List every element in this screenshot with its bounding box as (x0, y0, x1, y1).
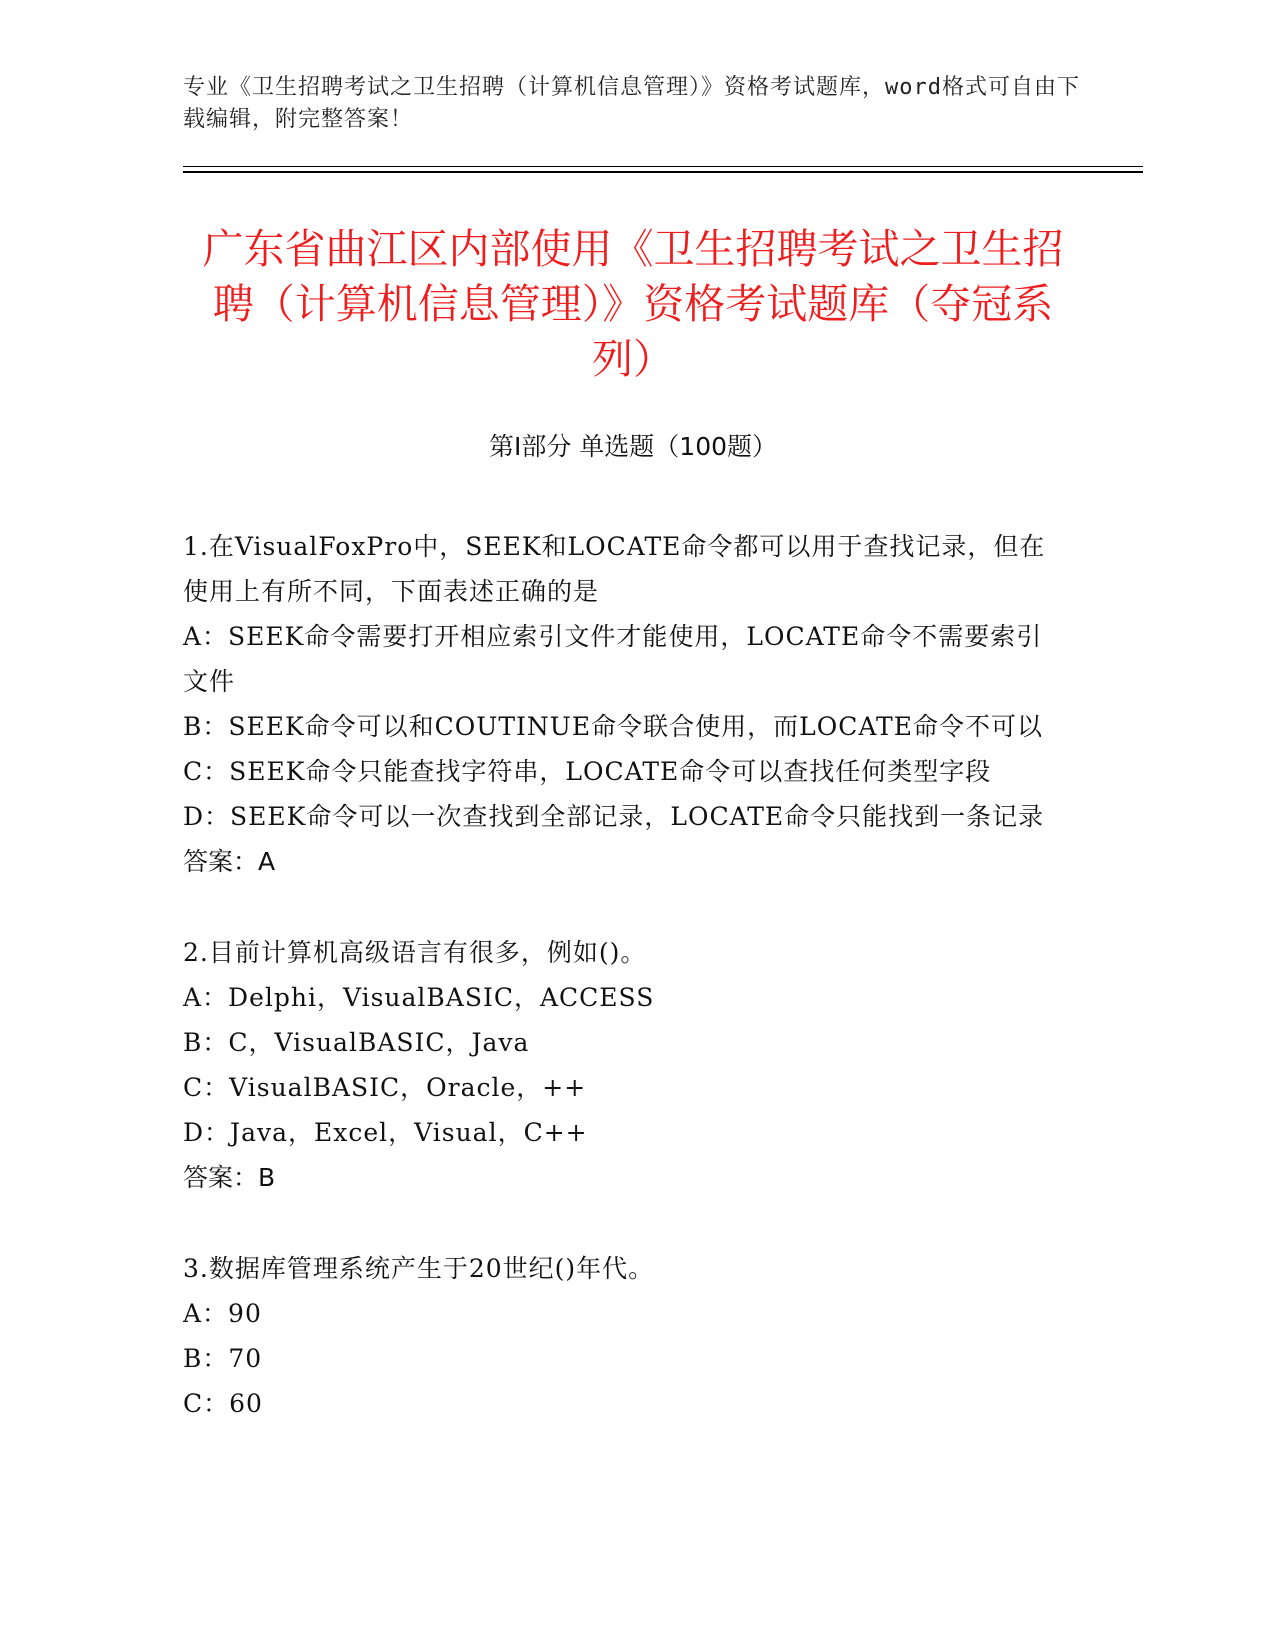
option-a: A：Delphi，VisualBASIC，ACCESS (183, 983, 655, 1012)
answer-label: 答案：B (183, 1163, 276, 1192)
question-3 (183, 1246, 1063, 1426)
question-1 (183, 524, 1063, 884)
option-a: A：90 (183, 1299, 262, 1328)
question-stem: 3.数据库管理系统产生于20世纪()年代。 (183, 1254, 655, 1283)
question-stem: 2.目前计算机高级语言有很多，例如()。 (183, 938, 647, 967)
option-c: C：60 (183, 1389, 263, 1418)
option-c: C：SEEK命令只能查找字符串，LOCATE命令可以查找任何类型字段 (183, 757, 992, 786)
option-d: D：Java，Excel，Visual，C++ (183, 1118, 588, 1147)
question-list (183, 524, 1063, 1472)
answer-label: 答案：A (183, 847, 276, 876)
option-c: C：VisualBASIC，Oracle，++ (183, 1073, 587, 1102)
header-divider-thin (183, 166, 1143, 167)
option-b: B：70 (183, 1344, 263, 1373)
option-a: A：SEEK命令需要打开相应索引文件才能使用，LOCATE命令不需要索引文件 (183, 622, 1043, 696)
question-stem: 1.在VisualFoxPro中，SEEK和LOCATE命令都可以用于查找记录，但在使用上有所不同，下面表述正确的是 (183, 532, 1046, 606)
option-b: B：C，VisualBASIC，Java (183, 1028, 530, 1057)
header-note: 专业《卫生招聘考试之卫生招聘（计算机信息管理）》资格考试题库，word格式可自由下载编辑，附完整答案！ (183, 75, 1080, 132)
header-divider-thick (183, 171, 1143, 173)
question-2 (183, 930, 1063, 1200)
option-b: B：SEEK命令可以和COUTINUE命令联合使用，而LOCATE命令不可以 (183, 712, 1043, 741)
section-heading: 第I部分 单选题（100题） (488, 432, 778, 461)
option-d: D：SEEK命令可以一次查找到全部记录，LOCATE命令只能找到一条记录 (183, 802, 1045, 831)
document-title: 广东省曲江区内部使用《卫生招聘考试之卫生招聘（计算机信息管理）》资格考试题库（夺冠系列） (202, 225, 1064, 383)
